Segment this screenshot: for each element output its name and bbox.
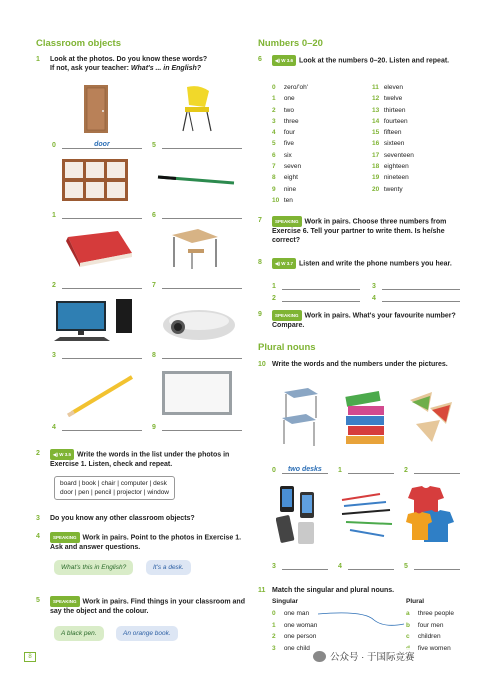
photo-grid: [36, 73, 246, 443]
number-list-left: 0 zero/'oh' 1 one 2 two 3 three 4 four 5 five 6 six 7 seven 8 eight 9 nine 10 ten: [272, 84, 308, 204]
exercise-10: 10 Write the words and the numbers under the pictures.: [258, 361, 448, 368]
phone-line-2[interactable]: [282, 294, 360, 302]
speech-bubble-answer: It's a desk.: [146, 560, 191, 575]
answer-line-9[interactable]: [162, 423, 242, 431]
pen-photo: [156, 173, 236, 187]
speech-bubble-book: An orange book.: [116, 626, 178, 641]
plural-answer-3: 3: [272, 562, 328, 570]
pens-photo: [340, 490, 396, 540]
plural-answer-2: 2: [404, 466, 460, 474]
plural-answer-0: 0 two desks: [272, 466, 328, 474]
desk-photo: [168, 227, 220, 271]
chair-photo: [179, 85, 217, 133]
phone-line-1[interactable]: [282, 282, 360, 290]
speech-bubble-question: What's this in English?: [54, 560, 133, 575]
plural-heading: Plural: [406, 598, 425, 605]
phone-answer-2: 2: [272, 294, 360, 302]
answer-line-2[interactable]: [62, 281, 142, 289]
answer-line-5[interactable]: [162, 141, 242, 149]
section-title-numbers: Numbers 0–20: [258, 38, 323, 49]
plural-line-3[interactable]: [282, 562, 328, 570]
exercise-3: 3 Do you know any other classroom objects?: [36, 515, 195, 522]
audio-badge-8[interactable]: ◀) W 3.7: [272, 258, 296, 269]
answer-8: 8: [152, 351, 242, 359]
exercise-4: 4 SPEAKING Work in pairs. Point to the photos in Exercise 1. Ask and answer questions.: [36, 533, 242, 551]
number-list-right: 11 eleven 12 twelve 13 thirteen 14 fourteen 15 fifteen 16 sixteen 17 seventeen 18 eighteen 19 nineteen 20 twenty: [372, 84, 414, 193]
plural-line-1[interactable]: [348, 466, 394, 474]
exercise-11: 11 Match the singular and plural nouns.: [258, 587, 395, 594]
plural-answer-4: 4: [338, 562, 394, 570]
answer-0: 0 door: [52, 141, 142, 149]
plural-line-5[interactable]: [414, 562, 460, 570]
board-photo: [162, 371, 232, 415]
plural-line-4[interactable]: [348, 562, 394, 570]
singular-heading: Singular: [272, 598, 299, 605]
answer-line-1[interactable]: [62, 211, 142, 219]
book-photo: [60, 231, 132, 267]
phone-line-4[interactable]: [382, 294, 460, 302]
sandwiches-photo: [406, 390, 454, 446]
exercise-2: 2 ◀) W 3.5 Write the words in the list under the photos in Exercise 1. Listen, check and repeat.: [36, 450, 230, 468]
answer-6: 6: [152, 211, 242, 219]
speaking-badge-9: SPEAKING: [272, 310, 302, 321]
left-column: [36, 38, 246, 637]
phone-answer-3: 3: [372, 282, 460, 290]
plural-line-0[interactable]: two desks: [282, 466, 328, 474]
pencil-photo: [66, 373, 136, 417]
plural-list: a three people b four men c children five women: [406, 610, 454, 652]
answer-line-0[interactable]: door: [62, 141, 142, 149]
exercise-8: 8 ◀) W 3.7 Listen and write the phone numbers you hear.: [258, 259, 452, 268]
phone-line-3[interactable]: [382, 282, 460, 290]
exercise-6: 6 ◀) W 3.6 Look at the numbers 0–20. Listen and repeat.: [258, 56, 450, 65]
exercise-9: 9 SPEAKING Work in pairs. What's your favourite number? Compare.: [258, 311, 456, 329]
answer-line-4[interactable]: [62, 423, 142, 431]
window-photo: [62, 159, 128, 201]
answer-line-3[interactable]: [62, 351, 142, 359]
matching-line: [314, 610, 408, 630]
exercise-1: 1 Look at the photos. Do you know these words? If not, ask your teacher: What's ... in English?: [36, 56, 208, 72]
plural-answer-1: 1: [338, 466, 394, 474]
right-column: [258, 38, 473, 652]
books-photo: [342, 390, 390, 446]
audio-badge-6[interactable]: ◀) W 3.6: [272, 55, 296, 66]
answer-9: 9: [152, 423, 242, 431]
word-list-box: board | book | chair | computer | desk door | pen | pencil | projector | window: [54, 476, 175, 500]
answer-line-6[interactable]: [162, 211, 242, 219]
page-number: 8: [24, 652, 36, 662]
answer-1: 1: [52, 211, 142, 219]
computer-photo: [54, 299, 136, 343]
exercise-5: 5 SPEAKING Work in pairs. Find things in your classroom and say the object and the colour.: [36, 597, 245, 615]
speaking-badge: SPEAKING: [50, 532, 80, 543]
plural-line-2[interactable]: [414, 466, 460, 474]
speech-bubble-pen: A black pen.: [54, 626, 104, 641]
door-photo: [84, 85, 108, 133]
exercise-7: 7 SPEAKING Work in pairs. Choose three numbers from Exercise 6. Tell your partner to write them. Is he/she correct?: [258, 217, 447, 244]
projector-photo: [162, 307, 236, 341]
answer-7: 7: [152, 281, 242, 289]
answer-2: 2: [52, 281, 142, 289]
phone-answer-4: 4: [372, 294, 460, 302]
speaking-badge-7: SPEAKING: [272, 216, 302, 227]
wechat-icon: [313, 651, 326, 662]
speaking-badge-2: SPEAKING: [50, 596, 80, 607]
answer-5: 5: [152, 141, 242, 149]
mobile-phones-photo: [276, 484, 326, 546]
section-title-plural-nouns: Plural nouns: [258, 342, 316, 353]
answer-line-8[interactable]: [162, 351, 242, 359]
answer-3: 3: [52, 351, 142, 359]
answer-line-7[interactable]: [162, 281, 242, 289]
t-shirts-photo: [404, 484, 456, 546]
phone-answer-1: 1: [272, 282, 360, 290]
desks-photo: [278, 388, 326, 448]
plural-answer-5: 5: [404, 562, 460, 570]
section-title-classroom-objects: Classroom objects: [36, 38, 121, 49]
answer-4: 4: [52, 423, 142, 431]
singular-list: 0 one man 1 one woman 2 one person 3 one child: [272, 610, 318, 652]
audio-badge[interactable]: ◀) W 3.5: [50, 449, 74, 460]
wechat-watermark: 公众号 · 于国际竞赛: [310, 648, 417, 664]
